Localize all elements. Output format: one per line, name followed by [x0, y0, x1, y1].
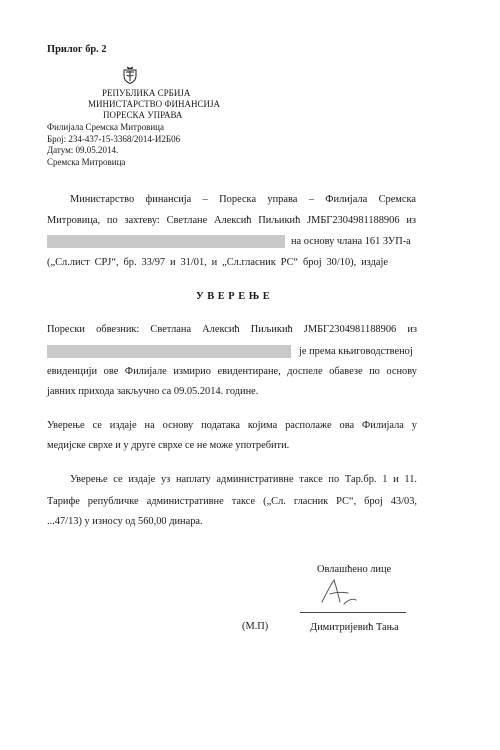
redacted-address: [47, 235, 285, 248]
header-administration: ПОРЕСКА УПРАВА: [103, 110, 183, 120]
body-line-4: јавних прихода закључно са 09.05.2014. године.: [47, 386, 259, 397]
document-number: Број: 234-437-15-3368/2014-И2Б06: [47, 134, 181, 144]
intro-line-2: Митровица, по захтеву: Светлане Алексић Пиљикић ЈМБГ2304981188906 из: [47, 215, 416, 226]
intro-line-1: Министарство финансија – Пореска управа – Филијала Сремска: [70, 194, 416, 205]
purpose-line-2: медијске сврхе и у друге сврхе се не може употребити.: [47, 440, 290, 451]
fee-line-2: Тарифе републичке административне таксе („Сл. гласник РС“, број 43/03,: [47, 496, 417, 507]
document-title: У В Е Р Е Њ Е: [196, 291, 271, 302]
body-line-1: Порески обвезник: Светлана Алексић Пиљикић ЈМБГ2304981188906 из: [47, 324, 417, 335]
purpose-line-1: Уверење се издаје на основу података којима располаже ова Филијала у: [47, 420, 417, 431]
body-line-2-tail: је према књиговодственој: [299, 346, 413, 357]
body-line-3: евиденцији ове Филијале измирио евидентиране, доспеле обавезе по основу: [47, 366, 417, 377]
header-country: РЕПУБЛИКА СРБИЈА: [102, 88, 191, 98]
header-ministry: МИНИСТАРСТВО ФИНАНСИЈА: [88, 99, 221, 109]
seal-placeholder: (М.П): [242, 621, 269, 632]
signature-line: [300, 612, 406, 613]
intro-line-3-tail: на основу члана 161 ЗУП-а: [291, 236, 411, 247]
annex-label: Прилог бр. 2: [47, 44, 107, 55]
fee-line-1: Уверење се издаје уз наплату административне таксе по Тар.бр. 1 и 11.: [70, 474, 417, 485]
fee-line-3: ...47/13) у износу од 560,00 динара.: [47, 516, 203, 527]
header-branch: Филијала Сремска Митровица: [47, 122, 164, 132]
authorized-person-label: Овлашћено лице: [317, 564, 392, 575]
intro-line-4: („Сл.лист СРЈ“, бр. 33/97 и 31/01, и „Сл.гласник РС“ број 30/10), издаје: [47, 257, 388, 268]
signatory-name: Димитријевић Тања: [310, 622, 399, 633]
coat-of-arms-icon: [123, 66, 137, 84]
document-place: Сремска Митровица: [47, 157, 126, 167]
redacted-address-2: [47, 345, 291, 358]
handwritten-signature: [318, 574, 362, 610]
document-date: Датум: 09.05.2014.: [47, 145, 119, 155]
